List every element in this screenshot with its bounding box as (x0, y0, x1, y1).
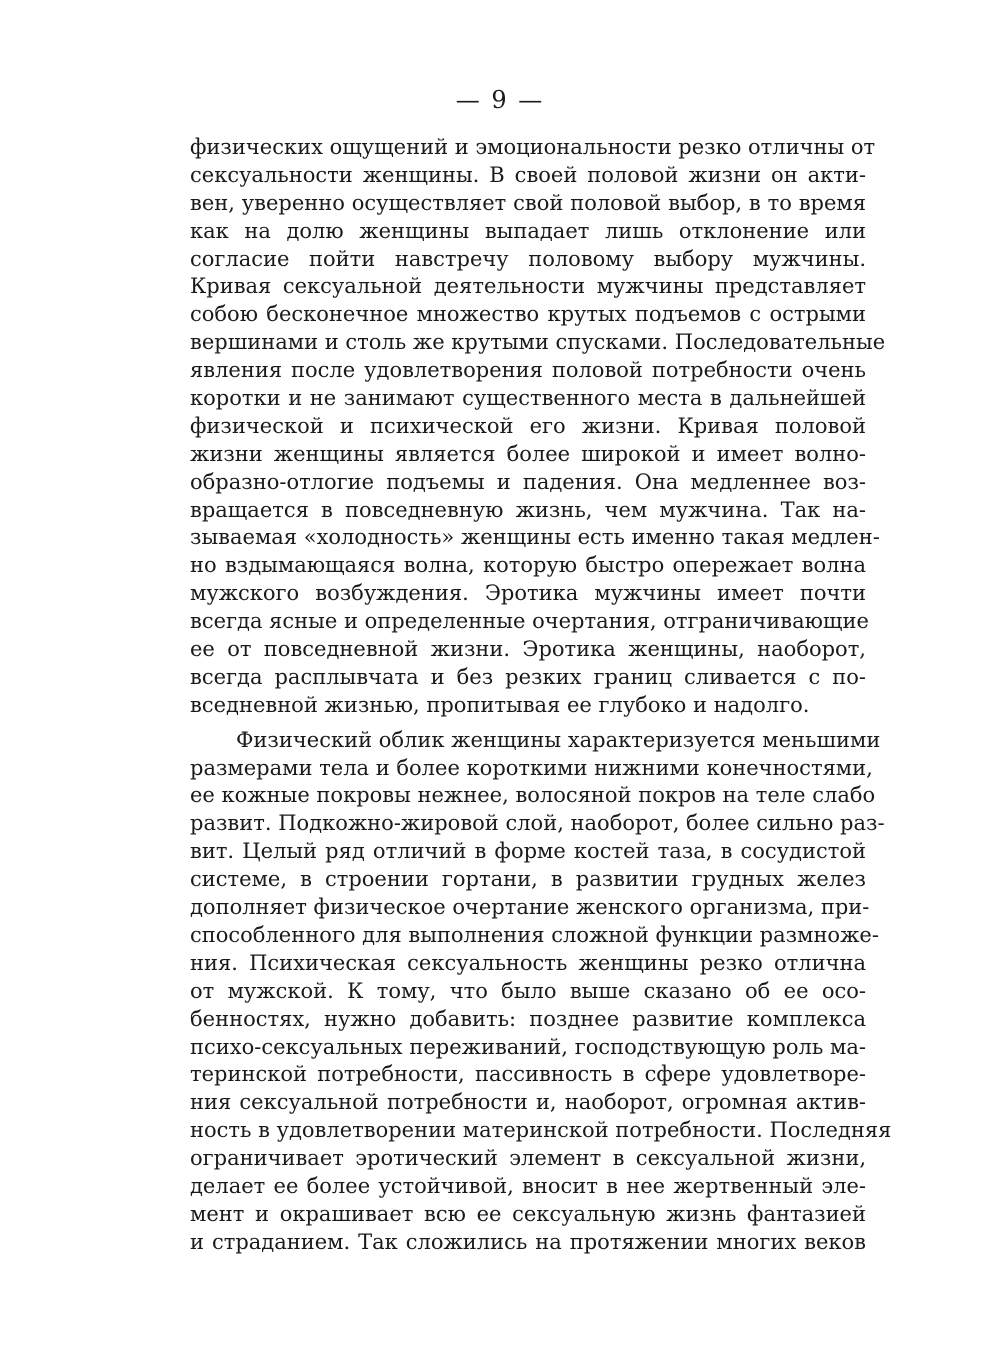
text-line: дополняет физическое очертание женского организма, при- (190, 895, 870, 920)
text-line: физических ощущений и эмоциональности резко отличны от (190, 135, 876, 159)
paragraph-gap (190, 720, 866, 727)
text-line: мужского возбуждения. Эротика мужчины имеет почти (190, 581, 866, 606)
text-line: и страданием. Так сложились на протяжении многих веков (190, 1229, 866, 1254)
text-line: ния сексуальной потребности и, наоборот, огромная актив- (190, 1090, 866, 1115)
text-line: Физический облик женщины характеризуется меньшими (236, 727, 881, 752)
text-line: вен, уверенно осуществляет свой половой выбор, в то время (190, 190, 866, 215)
text-line: собою бесконечное множество крутых подъемов с острыми (190, 302, 866, 327)
text-line: ее кожные покровы нежнее, волосяной покров на теле слабо (190, 783, 876, 808)
text-line: бенностях, нужно добавить: позднее развитие комплекса (190, 1006, 866, 1031)
text-line: психо-сексуальных переживаний, господствующую роль ма- (190, 1034, 866, 1059)
text-line: согласие пойти навстречу половому выбору мужчины. (190, 246, 866, 271)
text-line: сексуальности женщины. В своей половой жизни он акти- (190, 162, 866, 187)
text-line: ния. Психическая сексуальность женщины резко отлична (190, 950, 866, 975)
text-line: физической и психической его жизни. Кривая половой (190, 413, 866, 438)
text-line: как на долю женщины выпадает лишь отклонение или (190, 218, 866, 243)
text-line: вит. Целый ряд отличий в форме костей таза, в сосудистой (190, 839, 866, 864)
text-line: зываемая «холодность» женщины есть именно такая медлен- (190, 525, 880, 550)
text-line: Кривая сексуальной деятельности мужчины представляет (190, 274, 866, 299)
text-line: мент и окрашивает всю ее сексуальную жизнь фантазией (190, 1201, 866, 1226)
text-line: системе, в строении гортани, в развитии грудных желез (190, 867, 866, 892)
text-line: вседневной жизнью, пропитывая ее глубоко и надолго. (190, 692, 810, 717)
text-line: ее от повседневной жизни. Эротика женщины, наоборот, (190, 637, 866, 662)
text-line: вершинами и столь же крутыми спусками. Последовательные (190, 330, 886, 355)
text-line: размерами тела и более короткими нижними конечностями, (190, 755, 873, 780)
text-line: образно-отлогие подъемы и падения. Она медленнее воз- (190, 469, 866, 494)
paragraph-2 (190, 727, 892, 1257)
text-line: коротки и не занимают существенного места в дальнейшей (190, 386, 866, 411)
text-line: от мужской. К тому, что было выше сказано об ее осо- (190, 978, 866, 1003)
text-line: явления после удовлетворения половой потребности очень (190, 358, 866, 383)
text-line: но вздымающаяся волна, которую быстро опережает волна (190, 553, 866, 578)
text-line: способленного для выполнения сложной функции размноже- (190, 922, 879, 947)
page-number: — 9 — (455, 86, 545, 114)
text-line: жизни женщины является более широкой и имеет волно- (190, 441, 866, 466)
paragraph-1 (190, 134, 886, 720)
text-line: теринской потребности, пассивность в сфере удовлетворе- (190, 1062, 866, 1087)
body-text (190, 134, 892, 1257)
text-line: делает ее более устойчивой, вносит в нее жертвенный эле- (190, 1173, 866, 1198)
text-line: вращается в повседневную жизнь, чем мужчина. Так на- (190, 497, 866, 522)
text-line: ность в удовлетворении материнской потребности. Последняя (190, 1118, 892, 1143)
text-line: всегда ясные и определенные очертания, отграничивающие (190, 609, 869, 634)
text-line: ограничивает эротический элемент в сексуальной жизни, (190, 1146, 866, 1171)
text-line: всегда расплывчата и без резких границ сливается с по- (190, 664, 866, 689)
text-line: развит. Подкожно-жировой слой, наоборот, более сильно раз- (190, 811, 885, 836)
